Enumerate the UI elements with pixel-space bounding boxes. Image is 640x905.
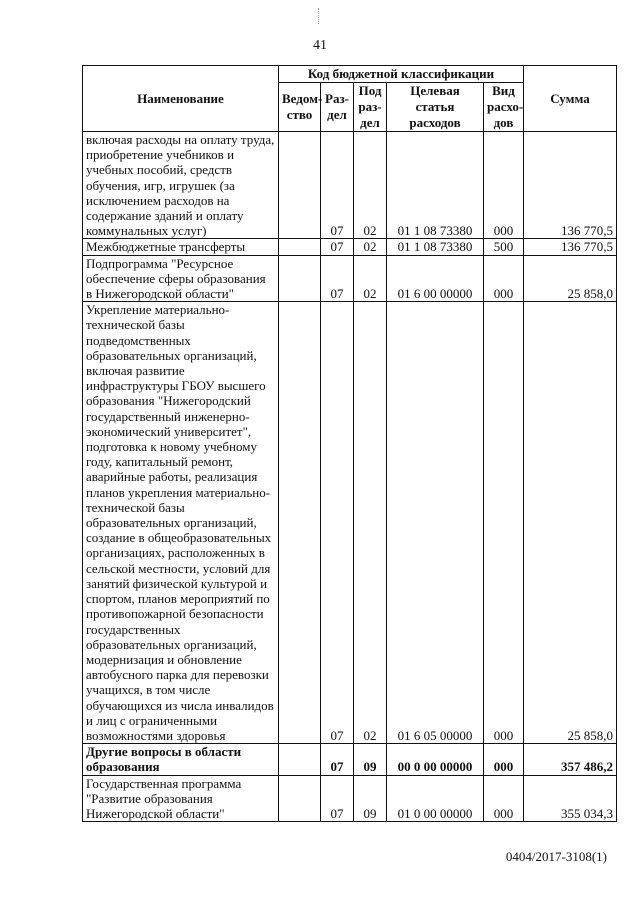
row-podrazdel: 02 bbox=[354, 255, 387, 302]
row-vedomstvo bbox=[279, 775, 321, 822]
row-razdel: 07 bbox=[321, 744, 354, 775]
row-name: Другие вопросы в области образования bbox=[83, 744, 279, 775]
page-number: 41 bbox=[313, 38, 327, 53]
budget-table bbox=[82, 65, 617, 822]
document-code: 0404/2017-3108(1) bbox=[505, 849, 607, 864]
row-expense-type: 000 bbox=[484, 302, 524, 744]
row-vedomstvo bbox=[279, 744, 321, 775]
row-target-article: 01 1 08 73380 bbox=[387, 132, 484, 239]
row-sum: 25 858,0 bbox=[524, 255, 617, 302]
row-razdel: 07 bbox=[321, 255, 354, 302]
row-expense-type: 000 bbox=[484, 744, 524, 775]
row-vedomstvo bbox=[279, 302, 321, 744]
row-expense-type: 000 bbox=[484, 132, 524, 239]
row-razdel: 07 bbox=[321, 302, 354, 744]
scan-mark bbox=[318, 8, 320, 24]
header-target-article: Целевая статья расходов bbox=[387, 83, 484, 132]
row-podrazdel: 09 bbox=[354, 775, 387, 822]
row-sum: 25 858,0 bbox=[524, 302, 617, 744]
row-podrazdel: 02 bbox=[354, 302, 387, 744]
table-row bbox=[83, 775, 617, 822]
row-name: Государственная программа "Развитие образования Нижегородской области" bbox=[83, 775, 279, 822]
row-expense-type: 000 bbox=[484, 775, 524, 822]
row-podrazdel: 02 bbox=[354, 239, 387, 255]
row-sum: 357 486,2 bbox=[524, 744, 617, 775]
row-expense-type: 500 bbox=[484, 239, 524, 255]
row-expense-type: 000 bbox=[484, 255, 524, 302]
row-name: Межбюджетные трансферты bbox=[83, 239, 279, 255]
table-row bbox=[83, 239, 617, 255]
row-vedomstvo bbox=[279, 132, 321, 239]
header-sum: Сумма bbox=[524, 66, 617, 132]
row-name: Подпрограмма "Ресурсное обеспечение сферы образования в Нижегородской области" bbox=[83, 255, 279, 302]
row-name: включая расходы на оплату труда, приобретение учебников и учебных пособий, средств обучения, игр, игрушек (за исключением расходов на содержание зданий и оплату коммунальных услуг) bbox=[83, 132, 279, 239]
header-name: Наименование bbox=[83, 66, 279, 132]
row-vedomstvo bbox=[279, 239, 321, 255]
header-budget-code: Код бюджетной классификации bbox=[279, 66, 524, 83]
header-vedomstvo: Ведом-ство bbox=[279, 83, 321, 132]
row-podrazdel: 09 bbox=[354, 744, 387, 775]
header-expense-type: Вид расхо-дов bbox=[484, 83, 524, 132]
table-row bbox=[83, 744, 617, 775]
row-razdel: 07 bbox=[321, 132, 354, 239]
table-row bbox=[83, 255, 617, 302]
row-razdel: 07 bbox=[321, 239, 354, 255]
table-row bbox=[83, 132, 617, 239]
row-target-article: 00 0 00 00000 bbox=[387, 744, 484, 775]
row-target-article: 01 6 00 00000 bbox=[387, 255, 484, 302]
row-target-article: 01 6 05 00000 bbox=[387, 302, 484, 744]
header-razdel: Раз-дел bbox=[321, 83, 354, 132]
row-target-article: 01 0 00 00000 bbox=[387, 775, 484, 822]
row-sum: 136 770,5 bbox=[524, 132, 617, 239]
row-razdel: 07 bbox=[321, 775, 354, 822]
row-sum: 136 770,5 bbox=[524, 239, 617, 255]
row-vedomstvo bbox=[279, 255, 321, 302]
row-name: Укрепление материально-технической базы подведомственных образовательных организаций, включая развитие инфраструктуры ГБОУ высшего образования "Нижегородский государственный инженерно-экономический университет", подготовка к новому учебному году, капитальный ремонт, аварийные работы, реализация планов укрепления материально-технической базы образовательных организаций, создание в общеобразовательных организациях, расположенных в сельской местности, условий для занятий физической культурой и спортом, планов мероприятий по противопожарной безопасности государственных образовательных организаций, модернизация и обновление автобусного парка для перевозки учащихся, в том числе обучающихся из числа инвалидов и лиц с ограниченными возможностями здоровья bbox=[83, 302, 279, 744]
row-sum: 355 034,3 bbox=[524, 775, 617, 822]
row-target-article: 01 1 08 73380 bbox=[387, 239, 484, 255]
table-row bbox=[83, 302, 617, 744]
row-podrazdel: 02 bbox=[354, 132, 387, 239]
header-podrazdel: Под раз-дел bbox=[354, 83, 387, 132]
